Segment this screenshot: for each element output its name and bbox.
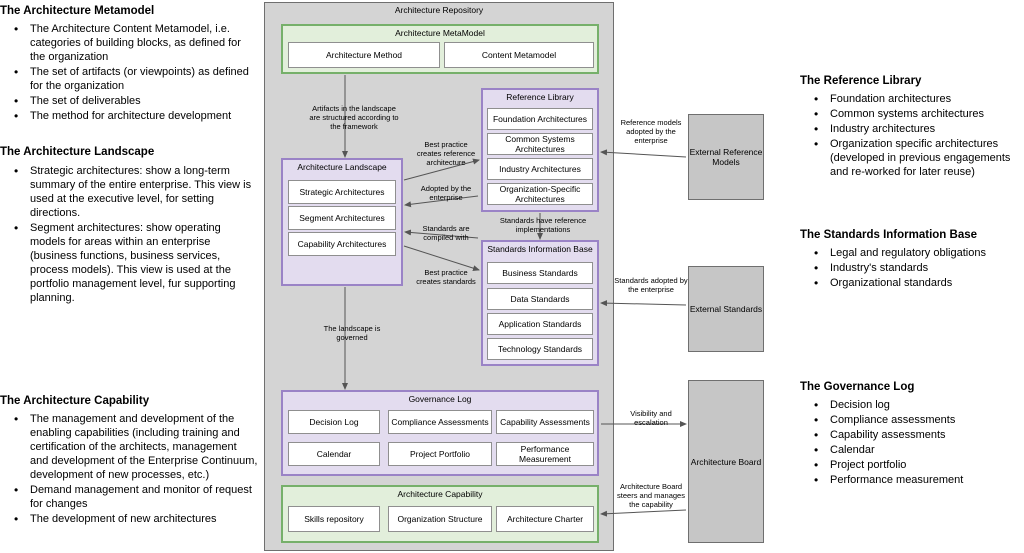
list-item: • Calendar: [800, 443, 1024, 457]
list-item: • Capability assessments: [800, 428, 1024, 442]
node-compliance-assessments[interactable]: Compliance Assessments: [388, 410, 492, 434]
node-external-reference-models[interactable]: External Reference Models: [688, 114, 764, 200]
list-item: • Organizational standards: [800, 276, 1024, 290]
node-technology-standards[interactable]: Technology Standards: [487, 338, 593, 360]
node-industry-architectures[interactable]: Industry Architectures: [487, 158, 593, 180]
section-architecture-metamodel: [0, 4, 258, 123]
list-item: • The method for architecture development: [0, 109, 258, 123]
list-item: • Strategic architectures: show a long-term summary of the entire enterprise. This view is used at the executive level, for setting directions.: [0, 164, 258, 220]
node-content-metamodel[interactable]: Content Metamodel: [444, 42, 594, 68]
annotation-best-practice-reference: Best practice creates reference architecture: [416, 140, 476, 167]
list-item: • The management and development of the enabling capabilities (including training and certification of the architects, management and development of the Enterprise Continuum, development of new processes, etc.): [0, 412, 258, 482]
section-title: The Standards Information Base: [800, 229, 978, 241]
group-label: Governance Log: [408, 394, 472, 404]
list-item: • The set of deliverables: [0, 94, 258, 108]
annotation-standards-compiled-with: Standards are compiled with: [422, 224, 470, 242]
node-skills-repository[interactable]: Skills repository: [288, 506, 380, 532]
annotation-standards-reference-implementations: Standards have reference implementations: [499, 216, 587, 234]
group-label: Architecture Capability: [397, 489, 483, 499]
node-capability-assessments[interactable]: Capability Assessments: [496, 410, 594, 434]
list-item: • Project portfolio: [800, 458, 1024, 472]
list-item: • Organization specific architectures (developed in previous engagements and re-worked for later reuse): [800, 137, 1024, 179]
annotation-reference-models-adopted: Reference models adopted by the enterprise: [620, 118, 682, 145]
group-label: Reference Library: [506, 92, 574, 102]
list-item: • Segment architectures: show operating models for areas within an enterprise (business functions, business services, process models). This view is used at the portfolio management level, fur supporting planning.: [0, 221, 258, 305]
annotation-adopted-by-enterprise: Adopted by the enterprise: [420, 184, 472, 202]
list-item: • Common systems architectures: [800, 107, 1024, 121]
section-bullets: [0, 412, 258, 526]
node-external-standards[interactable]: External Standards: [688, 266, 764, 352]
section-reference-library-text: [800, 74, 1024, 180]
section-architecture-landscape: [0, 145, 258, 304]
node-common-systems-architectures[interactable]: Common Systems Architectures: [487, 133, 593, 155]
section-architecture-capability-text: [0, 394, 258, 527]
list-item: • Decision log: [800, 398, 1024, 412]
group-label: Architecture Landscape: [297, 162, 387, 172]
group-label: Standards Information Base: [487, 244, 593, 254]
architecture-repository-label: Architecture Repository: [394, 5, 484, 15]
node-performance-measurement[interactable]: Performance Measurement: [496, 442, 594, 466]
node-business-standards[interactable]: Business Standards: [487, 262, 593, 284]
annotation-landscape-governed: The landscape is governed: [323, 324, 381, 342]
node-calendar[interactable]: Calendar: [288, 442, 380, 466]
section-bullets: [800, 246, 1024, 290]
annotation-visibility-escalation: Visibility and escalation: [630, 409, 672, 427]
section-standards-information-base-text: [800, 228, 1024, 291]
section-bullets: [800, 398, 1024, 487]
list-item: • Demand management and monitor of request for changes: [0, 483, 258, 511]
section-title: The Architecture Landscape: [0, 146, 155, 159]
list-item: • Performance measurement: [800, 473, 1024, 487]
node-architecture-board[interactable]: Architecture Board: [688, 380, 764, 543]
section-bullets: [0, 22, 258, 123]
list-item: • Industry architectures: [800, 122, 1024, 136]
node-segment-architectures[interactable]: Segment Architectures: [288, 206, 396, 230]
list-item: • The Architecture Content Metamodel, i.e. categories of building blocks, as defined for the organization: [0, 22, 258, 64]
annotation-best-practice-standards: Best practice creates standards: [416, 268, 476, 286]
node-decision-log[interactable]: Decision Log: [288, 410, 380, 434]
node-organization-structure[interactable]: Organization Structure: [388, 506, 492, 532]
section-bullets: [0, 164, 258, 305]
list-item: • Legal and regulatory obligations: [800, 246, 1024, 260]
node-strategic-architectures[interactable]: Strategic Architectures: [288, 180, 396, 204]
node-architecture-charter[interactable]: Architecture Charter: [496, 506, 594, 532]
section-title: The Reference Library: [800, 75, 922, 87]
left-column: [0, 4, 258, 306]
section-bullets: [800, 92, 1024, 179]
section-title: The Architecture Metamodel: [0, 5, 155, 17]
list-item: • The set of artifacts (or viewpoints) as defined for the organization: [0, 65, 258, 93]
node-foundation-architectures[interactable]: Foundation Architectures: [487, 108, 593, 130]
node-data-standards[interactable]: Data Standards: [487, 288, 593, 310]
node-project-portfolio[interactable]: Project Portfolio: [388, 442, 492, 466]
node-organization-specific-architectures[interactable]: Organization-Specific Architectures: [487, 183, 593, 205]
section-title: The Governance Log: [800, 381, 915, 393]
list-item: • The development of new architectures: [0, 512, 258, 526]
annotation-board-steers-capability: Architecture Board steers and manages the capability: [617, 482, 685, 509]
section-governance-log-text: [800, 380, 1024, 488]
annotation-standards-adopted: Standards adopted by the enterprise: [614, 276, 688, 294]
list-item: • Industry's standards: [800, 261, 1024, 275]
annotation-artifacts-structured: Artifacts in the landscape are structured according to the framework: [309, 104, 399, 131]
node-architecture-method[interactable]: Architecture Method: [288, 42, 440, 68]
section-title: The Architecture Capability: [0, 395, 150, 407]
node-application-standards[interactable]: Application Standards: [487, 313, 593, 335]
list-item: • Foundation architectures: [800, 92, 1024, 106]
list-item: • Compliance assessments: [800, 413, 1024, 427]
node-capability-architectures[interactable]: Capability Architectures: [288, 232, 396, 256]
group-label: Architecture MetaModel: [395, 28, 485, 38]
